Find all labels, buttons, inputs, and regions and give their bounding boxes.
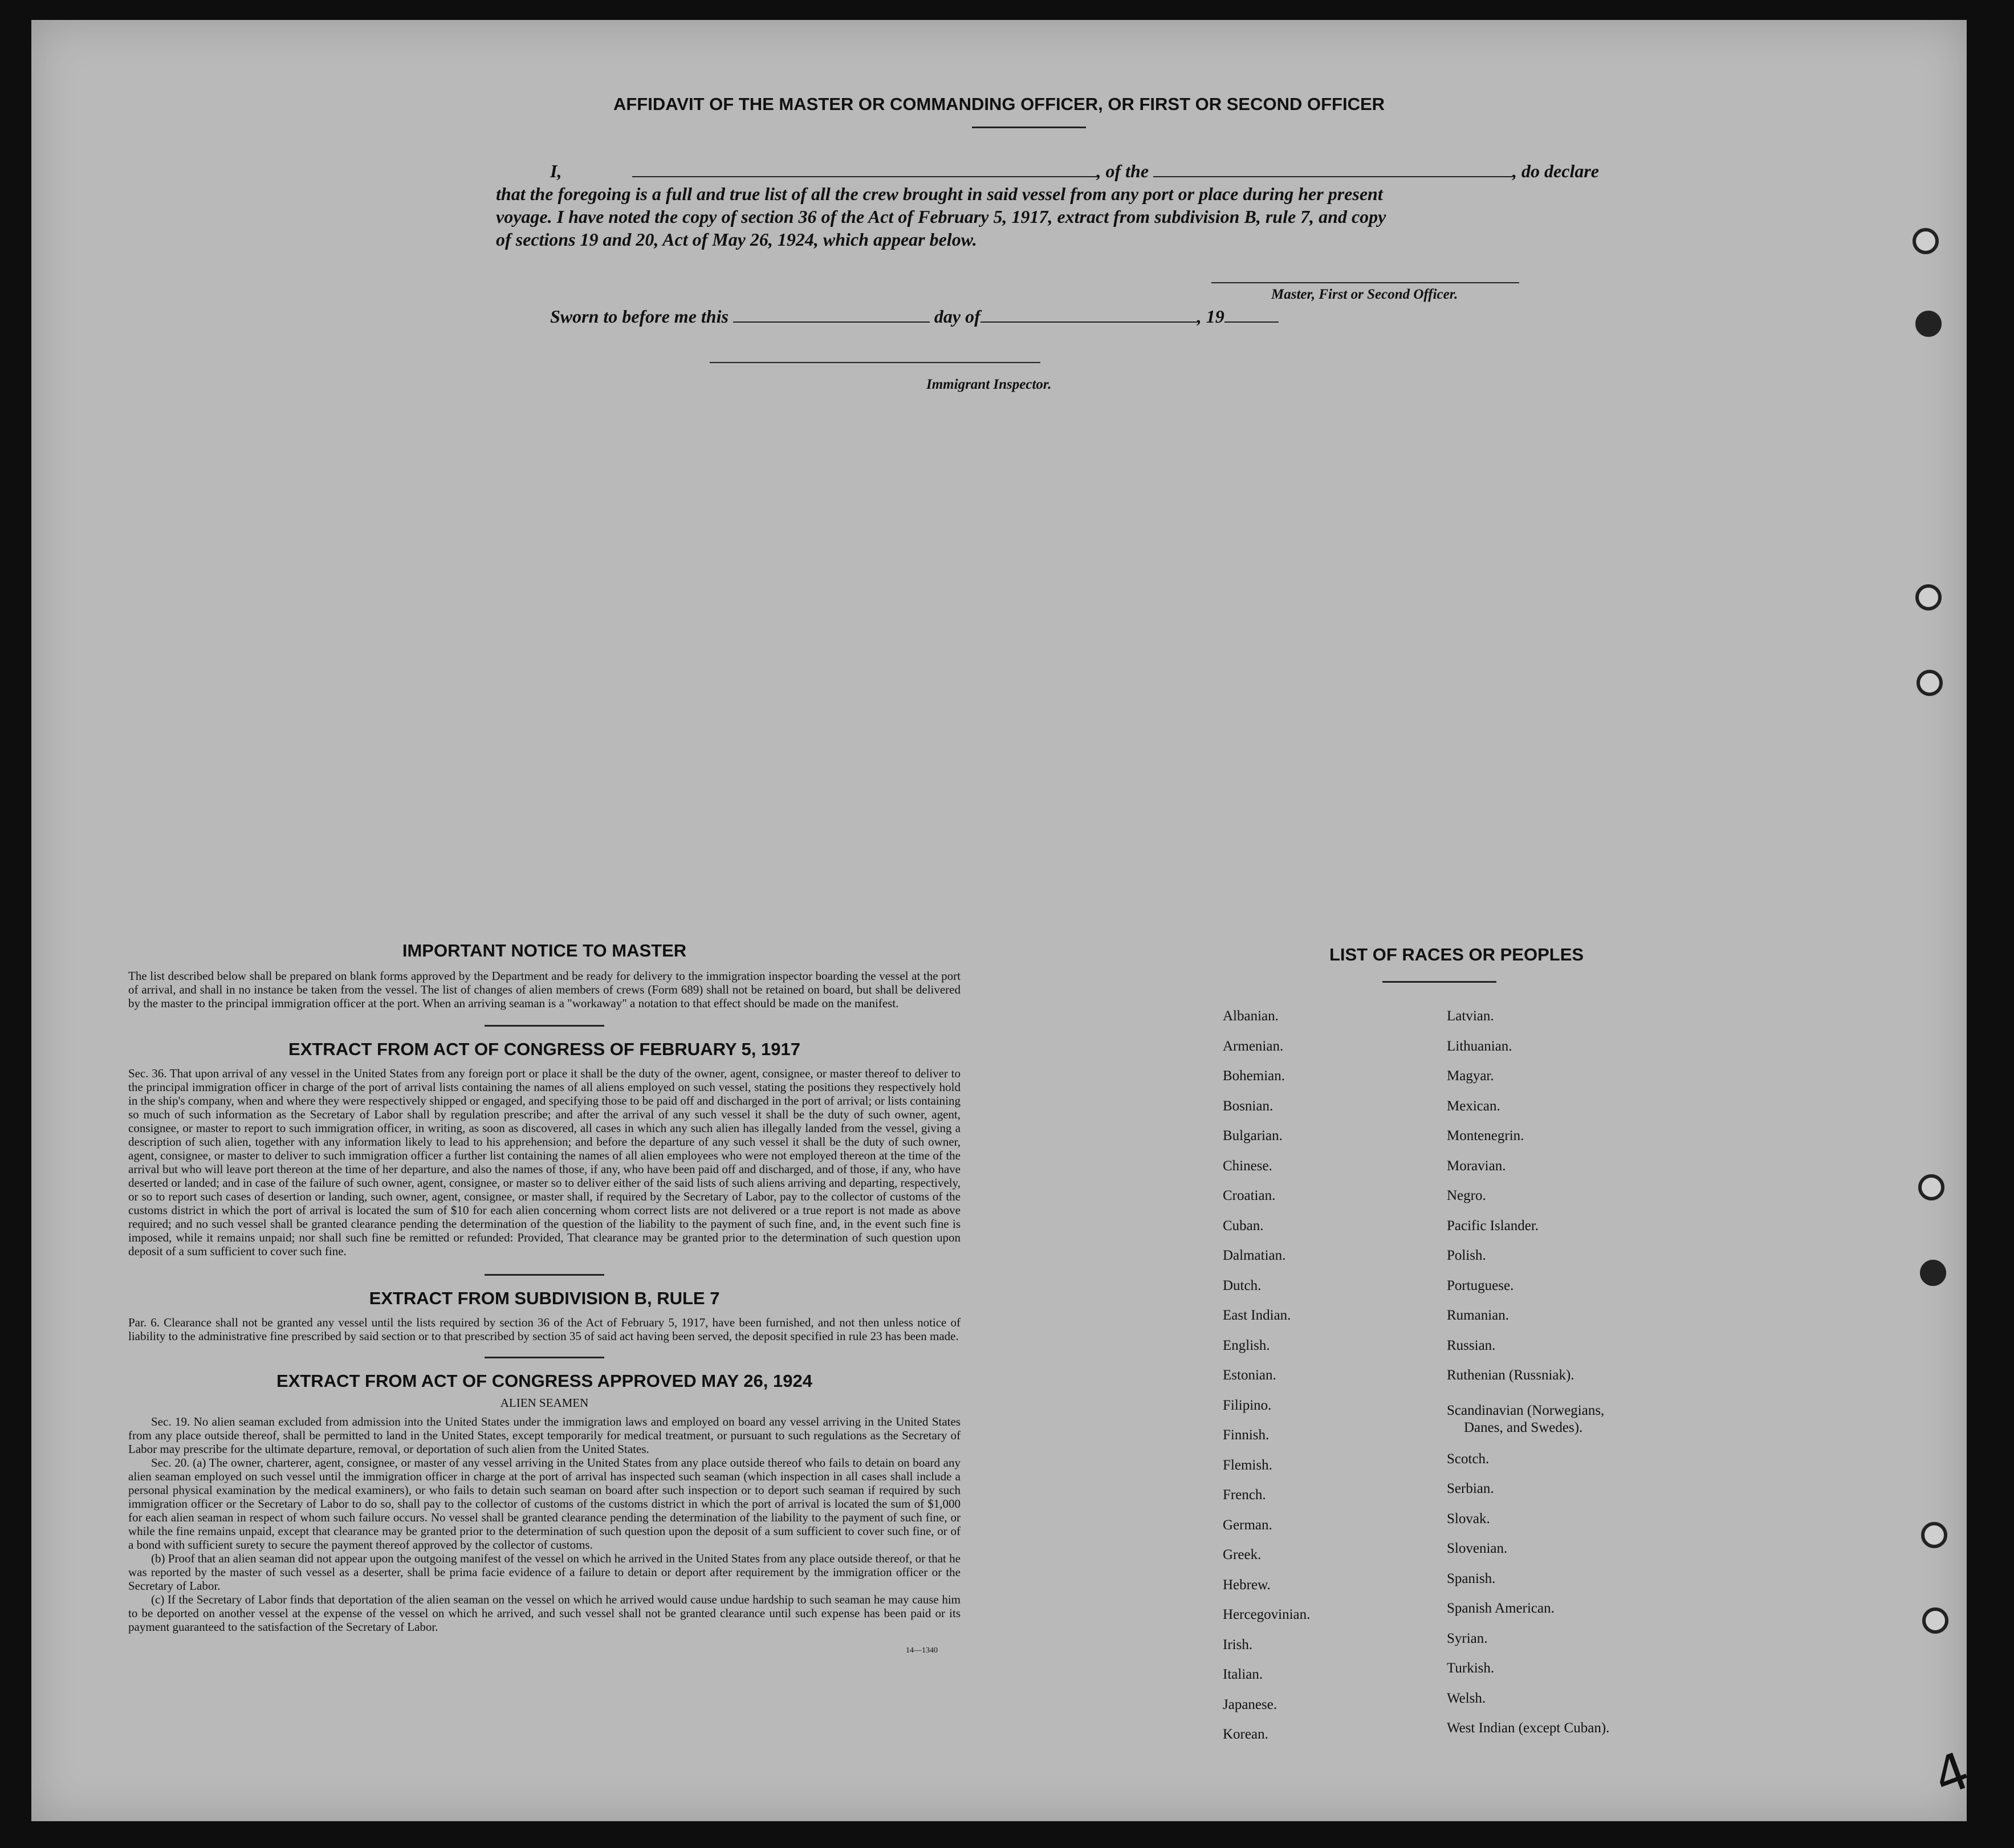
race-item: Polish. [1447, 1248, 1486, 1263]
race-item: Armenian. [1223, 1038, 1284, 1054]
extract-1924-title: EXTRACT FROM ACT OF CONGRESS APPROVED MAY 26, 1924 [276, 1371, 812, 1391]
sworn-label: Sworn to before me this [550, 306, 729, 327]
race-item: Latvian. [1447, 1008, 1494, 1024]
extract-rule7-rule [485, 1357, 604, 1358]
sworn-year-field[interactable] [1224, 307, 1279, 323]
binder-hole-icon [1918, 1174, 1944, 1200]
binder-hole-icon [1922, 1607, 1948, 1634]
race-item: Dalmatian. [1223, 1248, 1286, 1263]
extract-1917-body: Sec. 36. That upon arrival of any vessel in the United States from any foreign port or place it shall be the duty of the owner, agent, consignee, or master thereof to deliver to the principal immigration officer in charge of the port of arrival lists containing the names of all aliens employed on such vessel, stating the positions they respectively hold in the ship's company, when and where they were respectively shipped or engaged, and specifying those to be paid off and discharged in the port of arrival; or lists containing so much of such information as the Secretary of Labor shall by regulation prescribe; and after the arrival of any such vessel it shall be the duty of such owner, agent, consignee, or master to report to such immigration officer, in writing, as soon as discovered, all cases in which any such alien has illegally landed from the vessel, giving a description of such alien, together with any information likely to lead to his apprehension; and before the departure of any such vessel it shall be the duty of such owner, agent, consignee, or master to deliver to such immigration officer a further list containing the names of all alien employees who were not employed thereon at the time of the arrival but who will leave port thereon at the time of her departure, and also the names of those, if any, who have been paid off and discharged, and of those, if any, who have deserted or landed; and in case of the failure of such owner, agent, consignee, or master so to deliver either of the said lists of such aliens arriving and departing, respectively, or so to report such cases of desertion or landing, such owner, agent, consignee, or master shall, if required by the Secretary of Labor, pay to the collector of customs of the customs district in which the port of arrival is located the sum of $10 for each alien concerning whom correct lists are not delivered or a true report is not made as above required; and no such vessel shall be granted clearance pending the determination of the question of the liability to the payment of such fine, and, in the event such fine is imposed, while it remains unpaid; nor shall such fine be remitted or refunded: Provided, That clearance may be granted prior to the determination of such question upon deposit of a sum sufficient to cover such fine. [128, 1067, 961, 1258]
sec-20a-text: Sec. 20. (a) The owner, charterer, agent, consignee, or master of any vessel arriving in the United States from any place outside thereof who fails to detain on board any alien seaman employed on such vessel until the immigration officer in charge at the port of arrival has inspected such seaman (which inspection in all cases shall include a personal physical examination by the medical examiners), or who fails to detain such seaman on board after such inspection or to deport such seaman if required by such immigration officer or the Secretary of Labor to do so, shall pay to the collector of customs of the customs district in which the port of arrival is located the sum of $1,000 for each alien seaman in respect of whom such failure occurs. No vessel shall be granted clearance pending the determination of the liability to the payment of such fine, or while the fine remains unpaid, except that clearance may be granted prior to the determination of such question upon the deposit of a sum sufficient to cover such fine, or of a bond with sufficient surety to secure the payment thereof approved by the collector of customs. [128, 1456, 961, 1552]
legal-column [128, 941, 961, 1655]
race-item: East Indian. [1223, 1308, 1291, 1323]
race-item: Russian. [1447, 1337, 1496, 1353]
race-item: Slovak. [1447, 1511, 1490, 1527]
affidavit-do-declare: , do declare [1512, 161, 1599, 181]
vessel-field[interactable] [1153, 161, 1512, 177]
race-item: Welsh. [1447, 1690, 1486, 1706]
sec-19-text: Sec. 19. No alien seaman excluded from admission into the United States under the immigration laws and employed on board any vessel arriving in the United States from any place outside thereof, shall be permitted to land in the United States, except temporarily for medical treatment, or pursuant to such regulations as the Secretary of Labor may prescribe for the ultimate departure, removal, or deportation of such alien from the United States. [128, 1415, 961, 1456]
race-item: Greek. [1223, 1547, 1262, 1562]
form-number: 14—1340 [906, 1646, 938, 1655]
race-item: Bulgarian. [1223, 1128, 1283, 1143]
race-item: Hebrew. [1223, 1577, 1271, 1593]
notice-body: The list described below shall be prepared on blank forms approved by the Department and be ready for delivery to the immigration inspector boarding the vessel at the port of arrival, and shall in no instance be taken from the vessel. The list of changes of alien members of crews (Form 689) shall not be retained on board, but shall be delivered by the master to the principal immigration officer at the port. When an arriving seaman is a "workaway" a notation to that effect should be made on the manifest. [128, 969, 961, 1010]
race-item: Portuguese. [1447, 1277, 1514, 1293]
extract-rule7-body: Par. 6. Clearance shall not be granted any vessel until the lists required by section 36 of the Act of February 5, 1917, have been furnished, and not then unless notice of liability to the administrative fine prescribed by said section or to that prescribed by section 35 of said act having been served, the deposit specified in rule 23 has been made. [128, 1316, 961, 1343]
binder-hole-icon [1913, 228, 1939, 254]
extract-1924-subtitle: ALIEN SEAMEN [500, 1396, 589, 1410]
race-item: Dutch. [1223, 1277, 1262, 1293]
race-item: Filipino. [1223, 1397, 1272, 1413]
title-rule [972, 127, 1086, 128]
binder-hole-icon [1921, 1522, 1947, 1548]
races-left-column [1223, 1002, 1439, 1750]
races-rule [1382, 981, 1496, 983]
affidavit-title: AFFIDAVIT OF THE MASTER OR COMMANDING OFFICER, OR FIRST OR SECOND OFFICER [613, 94, 1385, 114]
affidavit-body [496, 160, 1599, 251]
race-item: Cuban. [1223, 1218, 1264, 1234]
race-item: Hercegovinian. [1223, 1607, 1311, 1622]
race-item: West Indian (except Cuban). [1447, 1720, 1610, 1736]
race-item: Montenegrin. [1447, 1128, 1524, 1143]
name-field[interactable] [632, 161, 1097, 177]
race-item: Flemish. [1223, 1457, 1272, 1473]
race-item: Mexican. [1447, 1098, 1500, 1114]
handwritten-mark: 4 [1926, 1740, 1978, 1808]
race-item: Japanese. [1223, 1696, 1277, 1712]
inspector-signature-line[interactable] [710, 362, 1040, 363]
sworn-month-field[interactable] [980, 307, 1197, 323]
race-item: Negro. [1447, 1188, 1486, 1203]
sworn-line [550, 305, 1279, 328]
master-label: Master, First or Second Officer. [1271, 287, 1458, 302]
race-item: Scandinavian (Norwegians, [1447, 1402, 1605, 1418]
race-item: Finnish. [1223, 1427, 1270, 1443]
race-item: Lithuanian. [1447, 1038, 1512, 1054]
race-item: French. [1223, 1487, 1266, 1503]
races-title: LIST OF RACES OR PEOPLES [1329, 945, 1584, 964]
extract-1917-title: EXTRACT FROM ACT OF CONGRESS OF FEBRUARY 5, 1917 [288, 1039, 800, 1059]
race-item: Estonian. [1223, 1367, 1276, 1383]
race-item: Spanish American. [1447, 1601, 1555, 1616]
race-item: Bohemian. [1223, 1068, 1285, 1084]
race-item: English. [1223, 1337, 1270, 1353]
race-item: Irish. [1223, 1637, 1253, 1652]
binder-hole-icon [1915, 584, 1942, 610]
race-item: Albanian. [1223, 1008, 1279, 1024]
race-item: Chinese. [1223, 1158, 1272, 1174]
race-item: Bosnian. [1223, 1098, 1274, 1114]
sworn-day-field[interactable] [733, 307, 930, 323]
race-item: Spanish. [1447, 1570, 1496, 1586]
day-of-label: day of [934, 306, 980, 327]
affidavit-i: I, [550, 161, 562, 181]
notice-title: IMPORTANT NOTICE TO MASTER [402, 941, 687, 960]
race-item: Croatian. [1223, 1188, 1276, 1203]
binder-hole-icon [1915, 311, 1942, 337]
race-item: Ruthenian (Russniak). [1447, 1367, 1574, 1383]
race-item: Korean. [1223, 1727, 1268, 1742]
race-item: German. [1223, 1517, 1272, 1533]
race-item: Danes, and Swedes). [1464, 1419, 1583, 1435]
race-item: Italian. [1223, 1667, 1263, 1682]
notice-rule [485, 1025, 604, 1027]
race-item: Turkish. [1447, 1660, 1495, 1676]
race-item: Pacific Islander. [1447, 1218, 1539, 1234]
binder-hole-icon [1917, 670, 1943, 696]
sec-20b-text: (b) Proof that an alien seaman did not appear upon the outgoing manifest of the vessel on which he arrived in the United States from any place outside thereof, or that he was reported by the master of such vessel as a deserter, shall be prima facie evidence of a failure to detain or deport after requirement by the immigration officer or the Secretary of Labor. [128, 1552, 961, 1593]
race-item: Rumanian. [1447, 1308, 1510, 1323]
affidavit-line-3: voyage. I have noted the copy of section 36 of the Act of February 5, 1917, extract from subdivision B, rule 7, and copy [496, 206, 1386, 227]
extract-1917-rule [485, 1274, 604, 1276]
races-right-column [1447, 1002, 1698, 1744]
sec-20c-text: (c) If the Secretary of Labor finds that deportation of the alien seaman on the vessel on which he arrived would cause undue hardship to such seaman he may cause him to be deported on another vessel at the expense of the vessel on which he arrived, and such vessel shall not be granted clearance until such expense has been paid or its payment guaranteed to the satisfaction of the Secretary of Labor. [128, 1593, 961, 1634]
affidavit-of-the: , of the [1096, 161, 1149, 181]
inspector-label: Immigrant Inspector. [926, 377, 1052, 392]
race-item: Serbian. [1447, 1481, 1494, 1496]
document-page [31, 20, 1978, 1821]
affidavit-line-2: that the foregoing is a full and true list of all the crew brought in said vessel from any port or place during her present [496, 184, 1383, 204]
extract-rule7-title: EXTRACT FROM SUBDIVISION B, RULE 7 [369, 1288, 720, 1308]
year-label: , 19 [1197, 306, 1224, 327]
race-item: Scotch. [1447, 1451, 1490, 1467]
binder-hole-icon [1920, 1260, 1946, 1286]
race-item: Slovenian. [1447, 1541, 1508, 1556]
race-item: Syrian. [1447, 1630, 1488, 1646]
affidavit-line-4: of sections 19 and 20, Act of May 26, 1924, which appear below. [496, 229, 977, 250]
race-item: Moravian. [1447, 1158, 1506, 1174]
race-item: Magyar. [1447, 1068, 1494, 1084]
